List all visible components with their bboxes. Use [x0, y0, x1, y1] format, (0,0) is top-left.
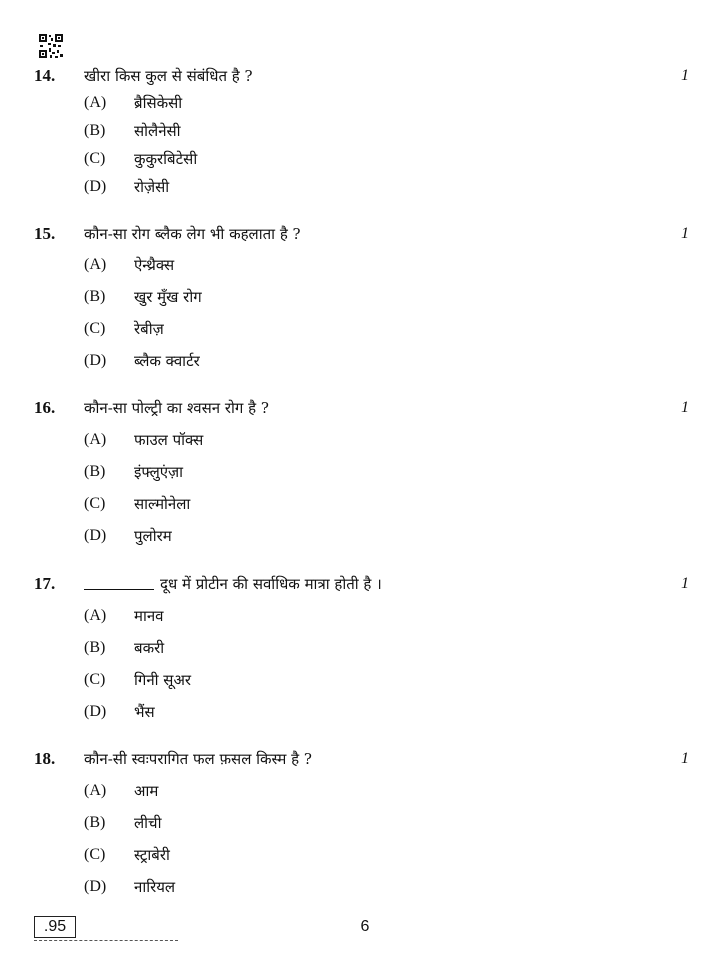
option-letter: (A)	[84, 782, 107, 799]
footer-divider	[34, 940, 178, 941]
option-letter: (A)	[84, 607, 107, 624]
option-letter: (D)	[84, 878, 107, 895]
question-number: 16.	[34, 398, 56, 417]
option-letter: (C)	[84, 495, 106, 512]
option-text: स्ट्राबेरी	[134, 846, 170, 864]
option-text: नारियल	[134, 878, 176, 896]
answer-blank	[84, 574, 154, 590]
question-marks: 1	[681, 575, 689, 592]
option-text: साल्मोनेला	[134, 495, 191, 513]
option-text: लीची	[134, 814, 162, 832]
option-text: मानव	[134, 607, 164, 625]
option-letter: (D)	[84, 527, 107, 544]
option-letter: (C)	[84, 320, 106, 337]
option-text: इंफ्लुएंज़ा	[134, 463, 184, 481]
question-marks: 1	[681, 750, 689, 767]
option-letter: (B)	[84, 463, 106, 480]
option-letter: (C)	[84, 671, 106, 688]
option-letter: (C)	[84, 846, 106, 863]
option-text: खुर मुँख रोग	[134, 288, 202, 306]
question-marks: 1	[681, 67, 689, 84]
question-text-wrapper	[84, 574, 382, 594]
option-letter: (D)	[84, 352, 107, 369]
option-letter: (D)	[84, 178, 107, 195]
option-text: रेबीज़	[134, 320, 164, 338]
option-text: सोलैनेसी	[134, 122, 181, 140]
option-text: कुकुरबिटेसी	[134, 150, 198, 168]
question-text: कौन-सा पोल्ट्री का श्वसन रोग है ?	[84, 399, 269, 417]
question-marks: 1	[681, 225, 689, 242]
page-number: 6	[360, 918, 370, 935]
option-letter: (C)	[84, 150, 106, 167]
option-letter: (B)	[84, 814, 106, 831]
question-marks: 1	[681, 399, 689, 416]
question-number: 15.	[34, 224, 56, 243]
option-text: रोज़ेसी	[134, 178, 170, 196]
option-text: ब्रैसिकेसी	[134, 94, 183, 112]
option-letter: (B)	[84, 288, 106, 305]
option-letter: (D)	[84, 703, 107, 720]
option-text: आम	[134, 782, 159, 800]
question-number: 18.	[34, 749, 56, 768]
option-text: भैंस	[134, 703, 155, 721]
question-number: 14.	[34, 66, 56, 85]
option-text: फाउल पॉक्स	[134, 431, 204, 449]
option-letter: (A)	[84, 94, 107, 111]
option-text: ऐन्थ्रैक्स	[134, 256, 175, 274]
question-text: दूध में प्रोटीन की सर्वाधिक मात्रा होती है ।	[160, 575, 382, 593]
option-text: गिनी सूअर	[134, 671, 192, 689]
question-number: 17.	[34, 574, 56, 593]
paper-code-box: .95	[34, 916, 76, 938]
option-letter: (A)	[84, 256, 107, 273]
question-text: कौन-सी स्वःपरागित फल फ़सल किस्म है ?	[84, 750, 312, 768]
qr-code-icon	[38, 33, 64, 59]
option-text: ब्लैक क्वार्टर	[134, 352, 200, 370]
option-text: पुलोरम	[134, 527, 172, 545]
option-text: बकरी	[134, 639, 165, 657]
question-text: कौन-सा रोग ब्लैक लेग भी कहलाता है ?	[84, 225, 301, 243]
option-letter: (A)	[84, 431, 107, 448]
question-text: खीरा किस कुल से संबंधित है ?	[84, 67, 253, 85]
option-letter: (B)	[84, 639, 106, 656]
option-letter: (B)	[84, 122, 106, 139]
